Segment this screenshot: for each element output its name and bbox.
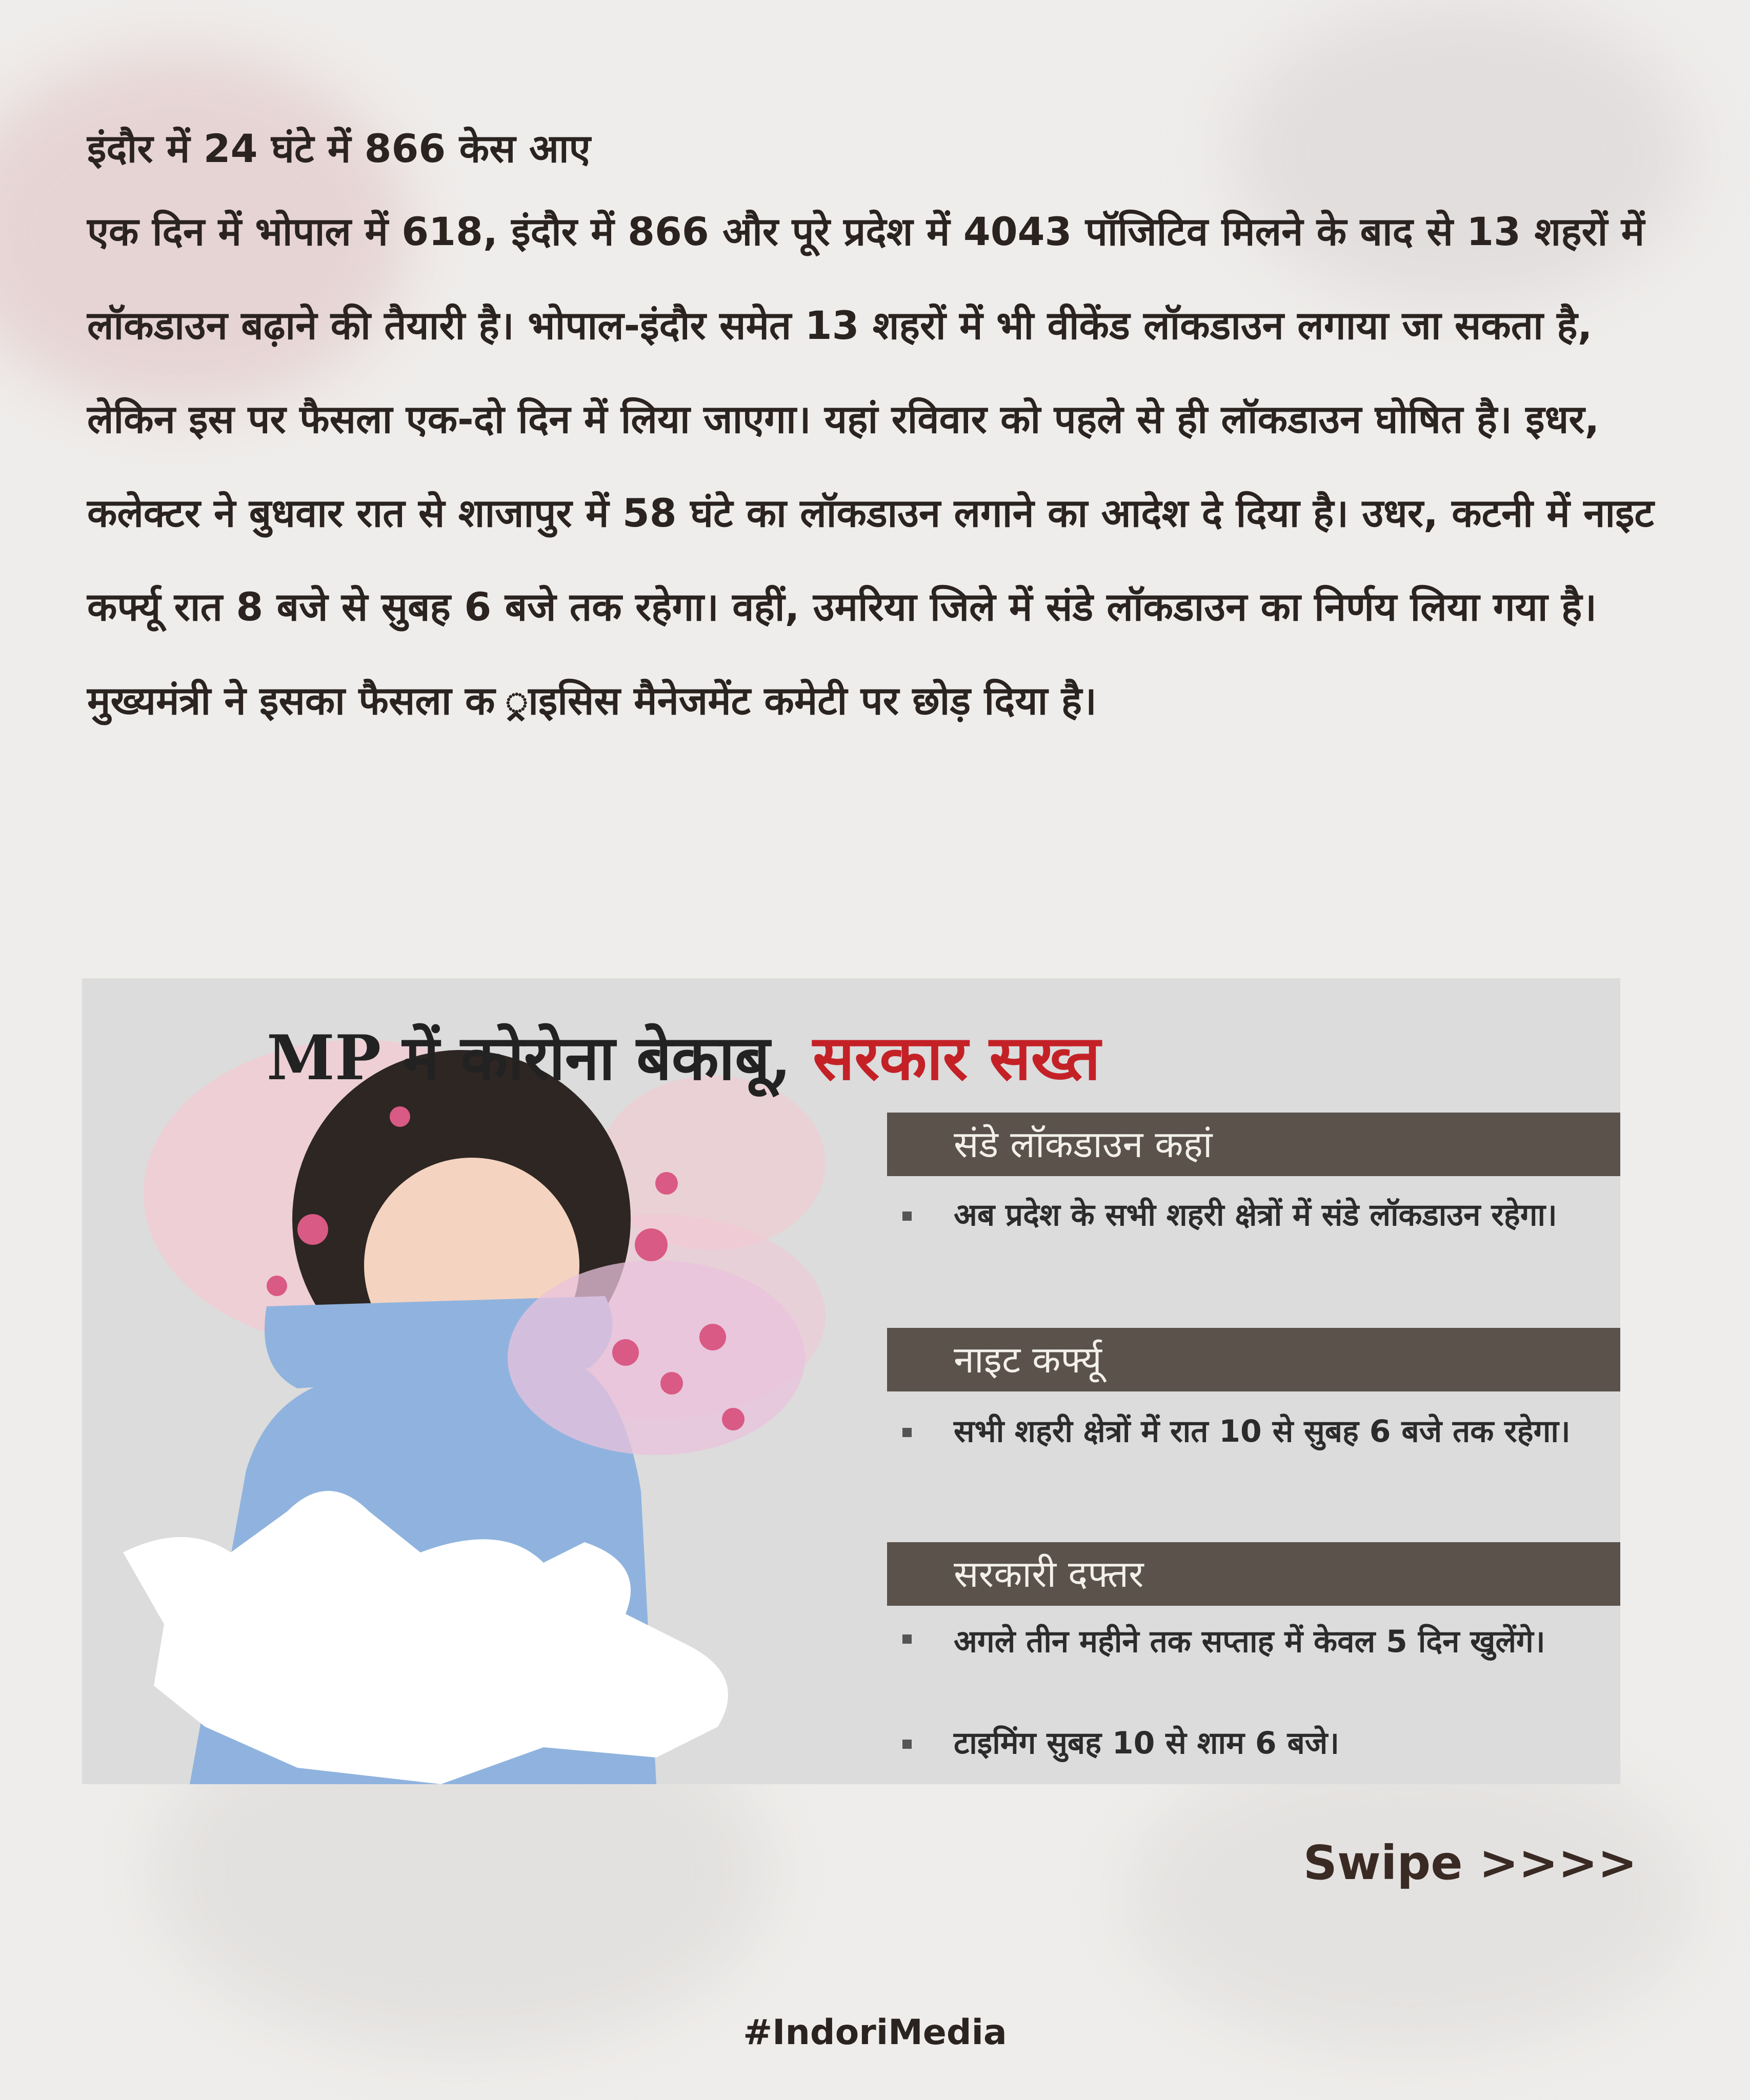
- coughing-woman-illustration: [82, 978, 882, 1784]
- section-heading-night-curfew: नाइट कर्फ्यू: [887, 1328, 1620, 1391]
- infographic-image: [82, 978, 1620, 1784]
- bullet-text: टाइमिंग सुबह 10 से शाम 6 बजे।: [954, 1725, 1339, 1761]
- section-heading-govt-offices: सरकारी दफ्तर: [887, 1542, 1620, 1606]
- bullet-marker: [902, 1634, 912, 1644]
- post-title: इंदौर में 24 घंटे में 866 केस आए: [87, 126, 591, 171]
- bullet-text: अगले तीन महीने तक सप्ताह में केवल 5 दिन खुलेंगे।: [954, 1624, 1545, 1660]
- bullet-text: सभी शहरी क्षेत्रों में रात 10 से सुबह 6 बजे तक रहेगा।: [954, 1414, 1571, 1449]
- post-text: [87, 118, 1656, 748]
- bullet-text: अब प्रदेश के सभी शहरी क्षेत्रों में संडे लॉकडाउन रहेगा।: [954, 1197, 1557, 1233]
- hashtag: #IndoriMedia: [743, 2012, 1007, 2053]
- bullet-marker: [902, 1740, 912, 1749]
- section-heading-sunday-lockdown: संडे लॉकडाउन कहां: [887, 1113, 1620, 1176]
- bullet-marker: [902, 1428, 912, 1437]
- swipe-prompt[interactable]: Swipe >>>>: [1303, 1835, 1637, 1890]
- infographic-title-accent: सरकार सख्त: [813, 1022, 1100, 1094]
- infographic-title: [267, 1014, 1100, 1098]
- post-body: एक दिन में भोपाल में 618, इंदौर में 866 और पूरे प्रदेश में 4043 पॉजिटिव मिलने के बाद से 13 शहरों में लॉकडाउन बढ़ाने की तैयारी है। भोपाल-इंदौर समेत 13 शहरों में भी वीकेंड लॉकडाउन लगाया जा सकता है, लेकिन इस पर फैसला एक-दो दिन में लिया जाएगा। यहां रविवार को पहले से ही लॉकडाउन घोषित है। इधर, कलेक्टर ने बुधवार रात से शाजापुर में 58 घंटे का लॉकडाउन लगाने का आदेश दे दिया है। उधर, कटनी में नाइट कर्फ्यू रात 8 बजे से सुबह 6 बजे तक रहेगा। वहीं, उमरिया जिले में संडे लॉकडाउन का निर्णय लिया गया है। मुख्यमंत्री ने इसका फैसला क ्राइसिस मैनेजमेंट कमेटी पर छोड़ दिया है।: [87, 209, 1654, 723]
- bullet-marker: [902, 1211, 912, 1221]
- infographic-title-main: MP में कोरोना बेकाबू,: [267, 1022, 792, 1094]
